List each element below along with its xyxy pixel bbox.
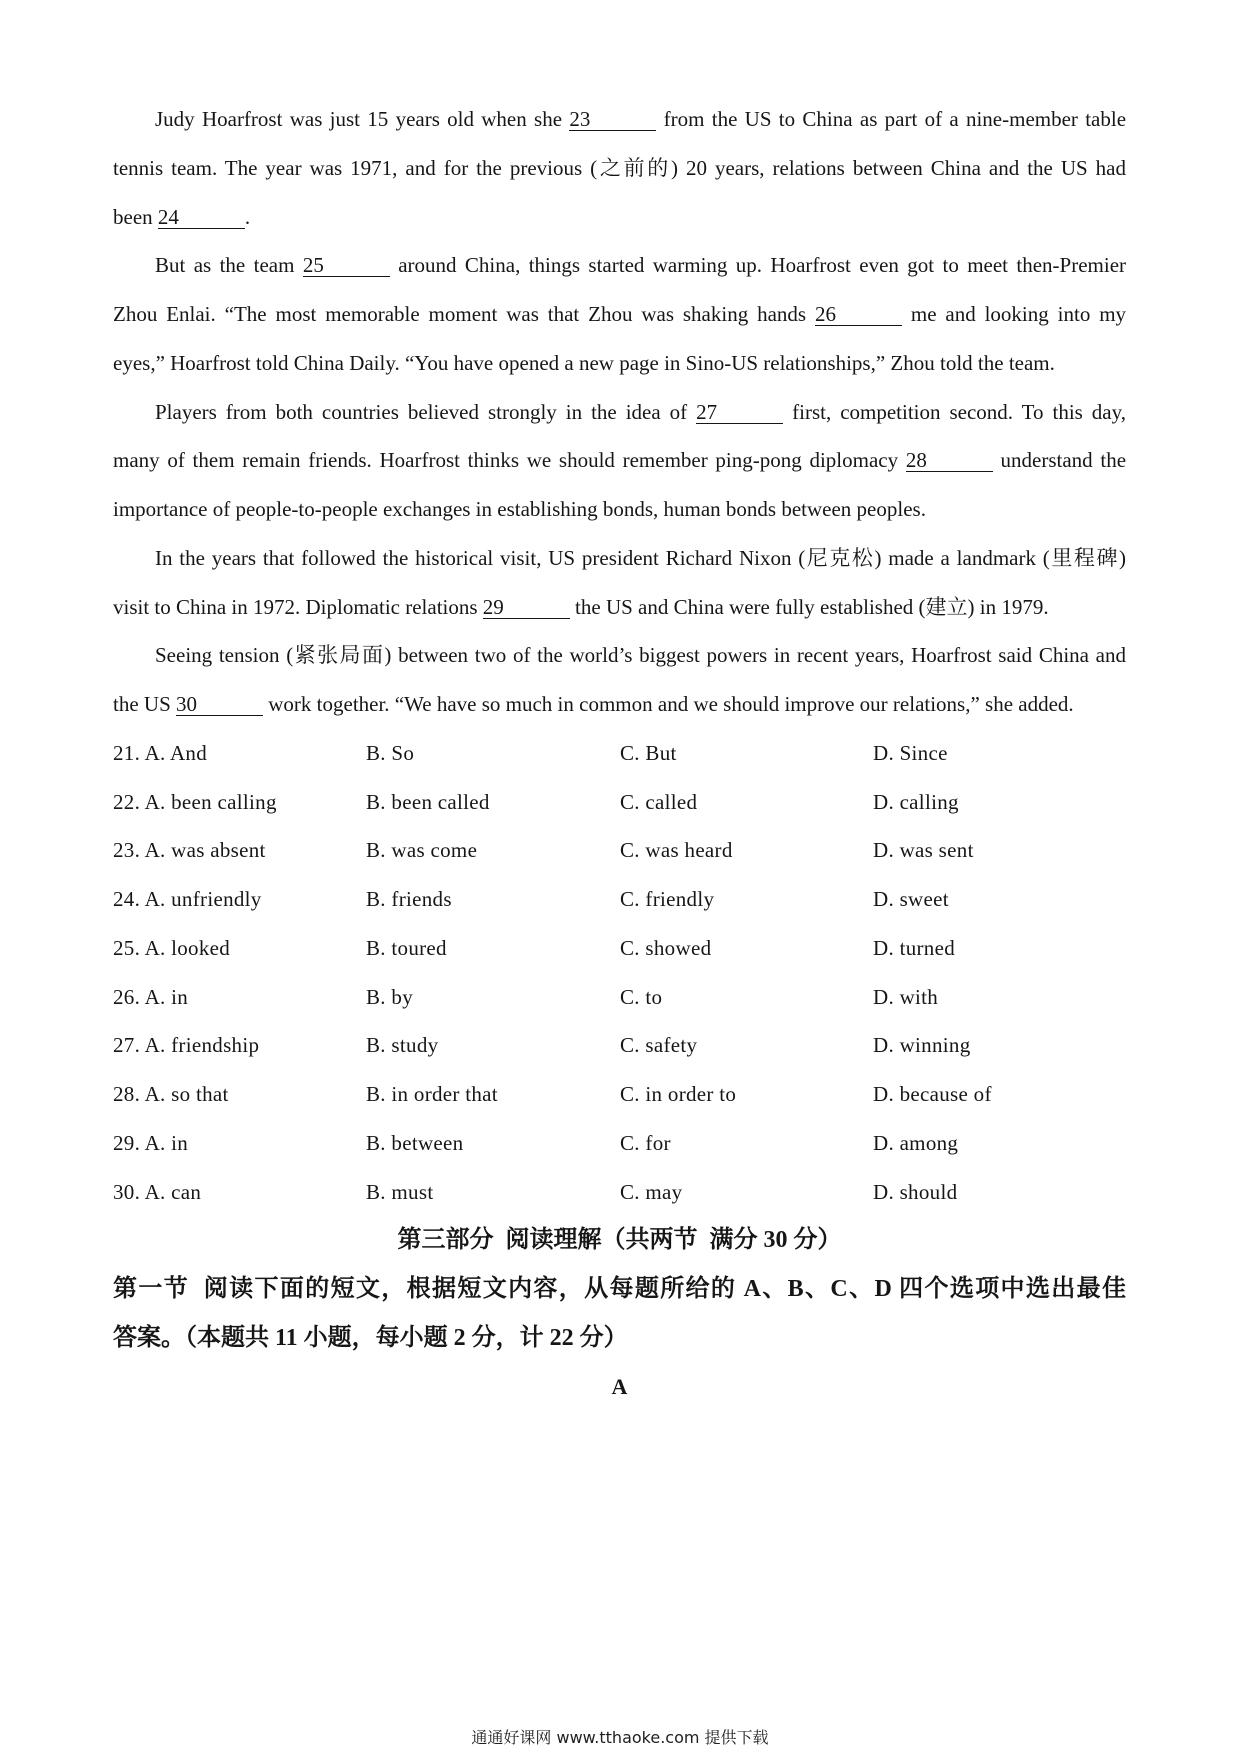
line-text: importance of people-to-people exchanges in establishing bonds, human bonds between peoples. xyxy=(113,497,926,521)
page-footer: 通通好课网 www.tthaoke.com 提供下载 xyxy=(471,1728,769,1747)
passage-paragraph xyxy=(113,95,1126,241)
passage-line xyxy=(113,631,1126,680)
option-a-text: A. was absent xyxy=(144,838,266,863)
option-c: C. was heard xyxy=(620,838,733,863)
passage-line xyxy=(113,193,1126,242)
section-one-instruction-line: 第一节 阅读下面的短文，根据短文内容，从每题所给的 A、B、C、D 四个选项中选出最佳 xyxy=(113,1276,1126,1302)
line-text-after-blank: the US and China were fully established (建立) in 1979. xyxy=(575,594,1049,619)
option-b: B. in order that xyxy=(366,1082,498,1106)
option-a xyxy=(113,1070,366,1119)
option-b: B. been called xyxy=(366,789,490,814)
option-a-text: A. looked xyxy=(144,935,231,960)
line-text-before-blank: been xyxy=(113,204,153,229)
line-text: eyes,” Hoarfrost told China Daily. “You have opened a new page in Sino-US relationships,” Zhou told the team. xyxy=(113,350,1055,375)
option-c: C. safety xyxy=(620,1033,698,1058)
passage-paragraph xyxy=(113,631,1126,729)
option-b: B. by xyxy=(366,984,414,1009)
passage-line xyxy=(113,241,1126,290)
option-a xyxy=(113,778,366,827)
blank-23: 23 xyxy=(569,108,656,131)
passage-line xyxy=(113,290,1126,339)
line-text-after-blank: . xyxy=(244,204,251,229)
section-one-instruction-line: 答案。（本题共 11 小题，每小题 2 分，计 22 分） xyxy=(113,1324,628,1351)
option-a xyxy=(113,1168,366,1217)
blank-30: 30 xyxy=(176,693,263,716)
question-number: 30. xyxy=(113,1179,141,1204)
passage-label: A xyxy=(611,1373,628,1399)
option-d: D. among xyxy=(873,1130,959,1155)
question-number: 28. xyxy=(113,1082,141,1106)
option-d: D. winning xyxy=(873,1033,971,1058)
line-text-after-blank: work together. “We have so much in common and we should improve our relations,” she added. xyxy=(268,692,1074,716)
option-a-text: A. so that xyxy=(144,1082,229,1106)
option-a xyxy=(113,729,366,778)
line-text-after-blank: first, competition second. To this day, xyxy=(792,399,1127,424)
option-c: C. called xyxy=(620,789,698,814)
line-text: Seeing tension (紧张局面) between two of the world’s biggest powers in recent years, Hoarfrost said China and xyxy=(155,643,1126,668)
question-number: 22. xyxy=(113,789,141,814)
line-text-after-blank: understand the xyxy=(1000,448,1127,473)
page-content xyxy=(113,95,1126,1411)
question-29-options xyxy=(113,1119,1126,1168)
line-text-before-blank: Judy Hoarfrost was just 15 years old when she xyxy=(155,107,563,131)
option-a-text: A. unfriendly xyxy=(144,887,262,911)
question-21-options xyxy=(113,729,1126,778)
option-d: D. with xyxy=(873,984,939,1009)
question-number: 23. xyxy=(113,838,141,863)
passage-line xyxy=(113,583,1126,632)
question-28-options xyxy=(113,1070,1126,1119)
option-d: D. calling xyxy=(873,789,959,814)
option-c: C. friendly xyxy=(620,887,715,911)
question-24-options xyxy=(113,875,1126,924)
passage-line xyxy=(113,339,1126,388)
line-text: In the years that followed the historical visit, US president Richard Nixon (尼克松) made a landmark (里程碑) xyxy=(155,545,1126,570)
question-number: 21. xyxy=(113,740,141,765)
option-b: B. was come xyxy=(366,838,478,863)
option-b: B. toured xyxy=(366,935,447,960)
option-b: B. study xyxy=(366,1033,439,1058)
passage-line xyxy=(113,534,1126,583)
line-text-before-blank: But as the team xyxy=(155,253,295,278)
passage-line xyxy=(113,680,1126,729)
line-text-before-blank: Players from both countries believed strongly in the idea of xyxy=(155,399,688,424)
option-b: B. So xyxy=(366,740,415,765)
option-b: B. friends xyxy=(366,887,452,911)
passage-line xyxy=(113,144,1126,193)
blank-25: 25 xyxy=(303,254,390,277)
line-text-before-blank: Zhou Enlai. “The most memorable moment was that Zhou was shaking hands xyxy=(113,302,807,326)
option-a xyxy=(113,1119,366,1168)
blank-26: 26 xyxy=(815,303,902,326)
question-number: 25. xyxy=(113,935,141,960)
option-c: C. may xyxy=(620,1179,683,1204)
question-26-options xyxy=(113,973,1126,1022)
line-text-after-blank: around China, things started warming up. Hoarfrost even got to meet then-Premier xyxy=(398,253,1127,278)
passage-line xyxy=(113,95,1126,144)
option-a-text: A. can xyxy=(144,1179,202,1204)
option-a-text: A. And xyxy=(144,740,208,765)
line-text-after-blank: me and looking into my xyxy=(910,302,1127,326)
option-a xyxy=(113,826,366,875)
option-b: B. between xyxy=(366,1130,464,1155)
option-d: D. should xyxy=(873,1179,958,1204)
blank-28: 28 xyxy=(906,449,993,472)
option-c: C. But xyxy=(620,740,677,765)
question-23-options xyxy=(113,826,1126,875)
question-27-options xyxy=(113,1021,1126,1070)
line-text: tennis team. The year was 1971, and for the previous (之前的) 20 years, relations between China and the US had xyxy=(113,155,1126,180)
line-text-before-blank: many of them remain friends. Hoarfrost thinks we should remember ping-pong diplomacy xyxy=(113,448,899,473)
part-three-title: 第三部分 阅读理解（共两节 满分 30 分） xyxy=(397,1227,842,1254)
option-a-text: A. been calling xyxy=(144,789,277,814)
option-b: B. must xyxy=(366,1179,434,1204)
option-c: C. to xyxy=(620,984,663,1009)
option-a xyxy=(113,924,366,973)
question-25-options xyxy=(113,924,1126,973)
question-number: 29. xyxy=(113,1130,141,1155)
option-d: D. sweet xyxy=(873,887,949,911)
question-number: 24. xyxy=(113,887,141,911)
passage-line xyxy=(113,485,1126,534)
blank-27: 27 xyxy=(696,401,783,424)
option-a-text: A. friendship xyxy=(144,1033,260,1058)
line-text-before-blank: visit to China in 1972. Diplomatic relations xyxy=(113,594,478,619)
passage-line xyxy=(113,436,1126,485)
option-c: C. showed xyxy=(620,935,712,960)
question-30-options xyxy=(113,1168,1126,1217)
option-d: D. turned xyxy=(873,935,956,960)
question-22-options xyxy=(113,778,1126,827)
option-a-text: A. in xyxy=(144,984,189,1009)
passage-paragraph xyxy=(113,534,1126,632)
question-number: 27. xyxy=(113,1033,141,1058)
option-a-text: A. in xyxy=(144,1130,189,1155)
line-text-before-blank: the US xyxy=(113,692,171,716)
option-c: C. for xyxy=(620,1130,671,1155)
blank-29: 29 xyxy=(483,596,570,619)
cloze-options-list xyxy=(113,729,1126,1217)
option-d: D. was sent xyxy=(873,838,974,863)
option-a xyxy=(113,1021,366,1070)
passage-paragraph xyxy=(113,388,1126,534)
option-d: D. because of xyxy=(873,1082,992,1106)
passage-line xyxy=(113,388,1126,437)
option-a xyxy=(113,973,366,1022)
line-text-after-blank: from the US to China as part of a nine-member table xyxy=(663,107,1127,131)
question-number: 26. xyxy=(113,984,141,1009)
blank-24: 24 xyxy=(158,206,245,229)
passage-paragraph xyxy=(113,241,1126,387)
option-c: C. in order to xyxy=(620,1082,737,1106)
option-a xyxy=(113,875,366,924)
option-d: D. Since xyxy=(873,740,948,765)
